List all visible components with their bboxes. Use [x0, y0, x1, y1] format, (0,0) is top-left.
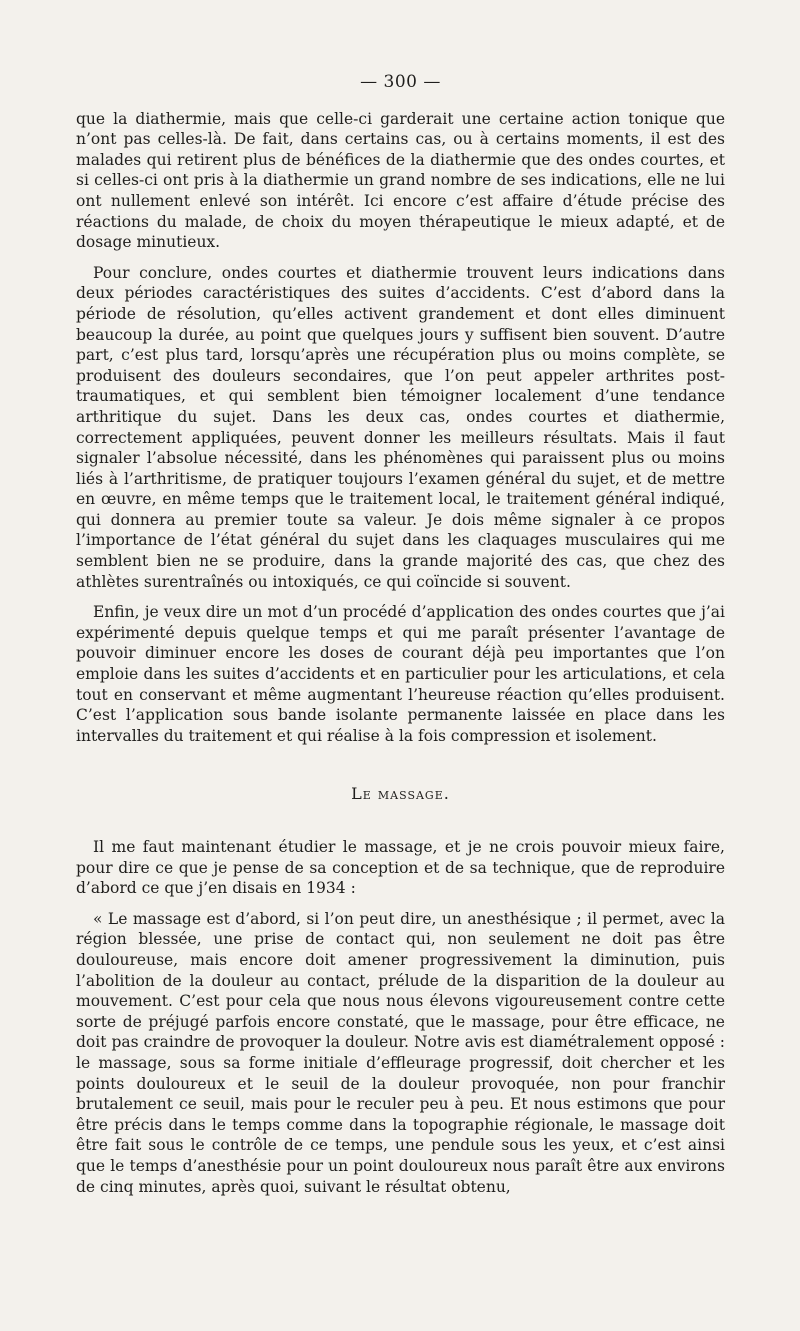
- paragraph-conclusion: Pour conclure, ondes courtes et diathermie trouvent leurs indications dans deux périodes caractéristiques des suites d’accidents. C’est d’abord dans la période de résolution, qu’elles activent grandement et dont elles diminuent beaucoup la durée, au point que quelques jours y suffisent bien souvent. D’autre part, c’est plus tard, lorsqu’après une récupération plus ou moins complète, se produisent des douleurs secondaires, que l’on peut appeler arthrites post-traumatiques, et qui semblent bien témoigner localement d’une tendance arthritique du sujet. Dans les deux cas, ondes courtes et diathermie, correctement appliquées, peuvent donner les meilleurs résultats. Mais il faut signaler l’absolue nécessité, dans les phénomènes qui paraissent plus ou moins liés à l’arthritisme, de pratiquer toujours l’examen général du sujet, et de mettre en œuvre, en même temps que le traitement local, le traitement général indiqué, qui donnera au premier toute sa valeur. Je dois même signaler à ce propos l’importance de l’état général du sujet dans les claquages musculaires qui me semblent bien ne se produire, dans la grande majorité des cas, que chez des athlètes surentraînés ou intoxiqués, ce qui coïncide si souvent.: [76, 263, 725, 591]
- paragraph-procede-application: Enfin, je veux dire un mot d’un procédé d’application des ondes courtes que j’ai expérimenté depuis quelque temps et qui me paraît présenter l’avantage de pouvoir diminuer encore les doses de courant déjà peu importantes que l’on emploie dans les suites d’accidents et en particulier pour les articulations, et cela tout en conservant et même augmentant l’heureuse réaction qu’elles produisent. C’est l’application sous bande isolante permanente laissée en place dans les intervalles du traitement et qui réalise à la fois compression et isolement.: [76, 603, 725, 745]
- paragraph-massage-intro: Il me faut maintenant étudier le massage, et je ne crois pouvoir mieux faire, pour dire ce que je pense de sa conception et de sa technique, que de reproduire d’abord ce que j’en disais en 1934 :: [76, 838, 725, 898]
- page-number: — 300 —: [360, 72, 441, 92]
- section-heading-massage: Le massage.: [351, 784, 450, 804]
- document-page: [76, 72, 725, 1197]
- paragraph-diathermie-continuation: que la diathermie, mais que celle-ci garderait une certaine action tonique que n’ont pas celles-là. De fait, dans certains cas, ou à certains moments, il est des malades qui retirent plus de bénéfices de la diathermie que des ondes courtes, et si celles-ci ont pris à la diathermie un grand nombre de ses indications, elle ne lui ont nullement enlevé son intérêt. Ici encore c’est affaire d’étude précise des réactions du malade, de choix du moyen thérapeutique le mieux adapté, et de dosage minutieux.: [76, 109, 725, 252]
- paragraph-massage-quote: « Le massage est d’abord, si l’on peut dire, un anesthésique ; il permet, avec la région blessée, une prise de contact qui, non seulement ne doit pas être douloureuse, mais encore doit amener progressivement la diminution, puis l’abolition de la douleur au contact, prélude de la disparition de la douleur au mouvement. C’est pour cela que nous nous élevons vigoureusement contre cette sorte de préjugé parfois encore constaté, que le massage, pour être efficace, ne doit pas craindre de provoquer la douleur. Notre avis est diamétralement opposé : le massage, sous sa forme initiale d’effleurage progressif, doit chercher et les points douloureux et le seuil de la douleur provoquée, non pour franchir brutalement ce seuil, mais pour le reculer peu à peu. Et nous estimons que pour être précis dans le temps comme dans la topographie régionale, le massage doit être fait sous le contrôle de ce temps, une pendule sous les yeux, et c’est ainsi que le temps d’anesthésie pour un point douloureux nous paraît être aux environs de cinq minutes, après quoi, suivant le résultat obtenu,: [76, 909, 725, 1196]
